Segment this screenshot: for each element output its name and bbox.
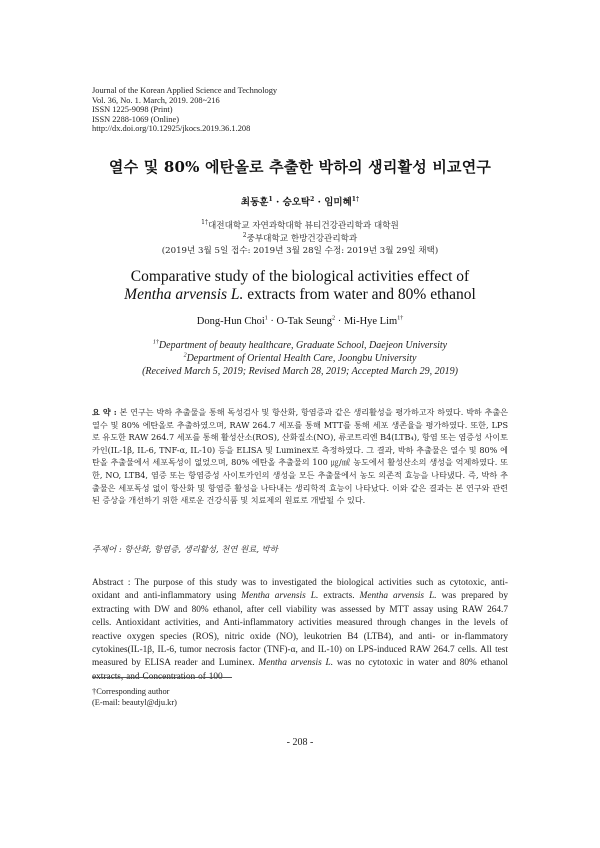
english-author-1: Dong-Hun Choi: [196, 316, 265, 327]
korean-author-3-sup: 1†: [351, 195, 360, 203]
english-author-1-sup: 1: [264, 315, 268, 322]
journal-name: Journal of the Korean Applied Science and Technology: [92, 86, 278, 95]
species-name: Mentha arvensis L.: [359, 591, 437, 602]
korean-abstract: [92, 406, 508, 507]
corresponding-author-footnote: [92, 687, 392, 709]
english-title: [0, 268, 600, 304]
english-abstract-part-4: was no cytotoxic in water and 80% ethanol extracts, and Concentration of 100: [92, 658, 509, 682]
english-abstract-part-3: was prepared by extracting with DW and 80% ethanol, after cell viability was assessed by MTT assay using RAW 264.7 cells. Antioxidant activities, and Anti-inflammatory activities measured through changes in the levels of reactive oxygen species (ROS), nitric oxide (NO), leukotrien B4 (LTB4), and anti- or in-flammatory cytokines(IL-1β, IL-6, tumor necrosis factor (TNF)-α, and IL-10) on LPS-induced RAW 264.7 cells. All test measured by ELISA reader and Luminex.: [92, 591, 509, 669]
english-author-3: Mi-Hye Lim: [343, 316, 398, 327]
korean-affiliation-1: [0, 220, 600, 233]
korean-author-1-sup: 1: [268, 195, 273, 203]
issn-print: ISSN 1225-9098 (Print): [92, 105, 173, 115]
english-abstract-part-2: extracts.: [318, 591, 360, 602]
korean-authors: [0, 194, 600, 208]
species-name: Mentha arvensis L.: [124, 286, 244, 303]
korean-abstract-label: 요 약 :: [92, 407, 117, 417]
species-name: Mentha arvensis L.: [241, 591, 319, 602]
korean-keywords: 주제어 : 항산화, 항염증, 생리활성, 천연 원료, 박하: [92, 544, 278, 554]
footnote-line-1: †Corresponding author: [92, 687, 170, 696]
author-separator: ·: [314, 197, 325, 208]
korean-affiliations: [0, 220, 600, 258]
korean-affil-1-text: 대전대학교 자연과학대학 뷰티건강관리학과 대학원: [207, 221, 399, 231]
english-author-3-sup: 1†: [397, 315, 404, 322]
english-affil-1-text: Department of beauty healthcare, Graduate School, Daejeon University: [158, 340, 448, 351]
english-affiliations: [0, 340, 600, 378]
author-separator: ·: [267, 316, 277, 327]
author-separator: ·: [335, 316, 344, 327]
korean-dates: (2019년 3월 5일 접수: 2019년 3월 28일 수정: 2019년 3월 29일 채택): [161, 246, 439, 256]
english-title-rest: extracts from water and 80% ethanol: [243, 286, 476, 303]
korean-author-1: 최동훈: [240, 197, 269, 208]
species-name: Mentha arvensis L.: [258, 658, 334, 669]
korean-affil-2-text: 중부대학교 한방건강관리학과: [246, 233, 358, 244]
korean-author-2: 승오탁: [282, 197, 311, 208]
korean-affil-1-sup: 1†: [201, 219, 208, 227]
english-abstract-label: Abstract: [92, 578, 124, 588]
page-number: - 208 -: [286, 737, 314, 748]
english-authors: [0, 316, 600, 327]
english-abstract: [92, 577, 508, 684]
english-abstract-colon: :: [123, 578, 135, 588]
english-affil-2-text: Department of Oriental Health Care, Joongbu University: [186, 352, 417, 364]
english-dates: (Received March 5, 2019; Revised March 28, 2019; Accepted March 29, 2019): [142, 365, 458, 377]
english-author-2: O-Tak Seung: [276, 316, 333, 327]
english-title-line-2: [0, 286, 600, 304]
doi-link[interactable]: http://dx.doi.org/10.12925/jkocs.2019.36.1.208: [92, 124, 251, 134]
korean-author-3: 임미혜: [324, 197, 352, 208]
journal-header: [92, 86, 512, 134]
english-affil-1-sup: 1†: [152, 339, 159, 346]
korean-author-2-sup: 2: [310, 195, 315, 203]
english-abstract-part-1: The purpose of this study was to investigated the biological activities such as cytotoxic, anti-oxidant and anti-inflammatory using: [92, 578, 508, 602]
korean-title: 열수 및 80% 에탄올로 추출한 박하의 생리활성 비교연구: [108, 158, 492, 176]
english-author-2-sup: 2: [332, 315, 336, 322]
footnote-email: (E-mail: beautyl@dju.kr): [92, 697, 177, 707]
english-affiliation-1: [0, 340, 600, 353]
footnote-divider: [92, 677, 232, 678]
author-separator: ·: [272, 197, 283, 208]
korean-affil-2-sup: 2: [242, 231, 247, 239]
korean-affiliation-2: [0, 233, 600, 246]
journal-volume: Vol. 36, No. 1. March, 2019. 208~216: [92, 95, 220, 105]
english-affil-2-sup: 2: [183, 352, 187, 359]
english-affiliation-2: [0, 353, 600, 366]
issn-online: ISSN 2288-1069 (Online): [92, 114, 180, 124]
english-title-line-1: Comparative study of the biological activities effect of: [130, 268, 470, 285]
korean-abstract-text: 본 연구는 박하 추출물을 통해 독성검사 및 항산화, 항염증과 같은 생리활성을 평가하고자 하였다. 박하 추출은 열수 및 80% 에탄올로 추출하였으며, RAW 264.7 세포를 통해 MTT를 통해 세포 생존율을 평가하였다. 또한, LPS로 유도한 RAW 264.7 세포를 통해 활성산소(ROS), 산화질소(NO), 류코트리엔 B4(LTB₄), 항염 또는 염증성 사이토카인(IL-1β, IL-6, TNF-α, IL-10) 등을 ELISA 및 Luminex로 측정하였다. 그 결과, 박하 추출물은 열수 및 80% 에탄올 추출물에서 세포독성이 없었으며, 80% 에탄올 추출물의 100 ㎍/㎖ 농도에서 활성산소의 생성을 억제하였다. 또한, NO, LTB4, 염증 또는 항염증성 사이토카인의 생성을 모든 추출물에서 농도 의존적 효능을 나타냈다. 즉, 박하 추출물은 세포독성 없이 항산화 및 항염증 활성을 나타내는 생리학적 효능이 나타났다. 이와 같은 결과는 본 연구와 관련된 증상을 개선하기 위한 새로운 건강식품 및 치료제의 원료로 개발될 수 있다.: [92, 407, 509, 506]
